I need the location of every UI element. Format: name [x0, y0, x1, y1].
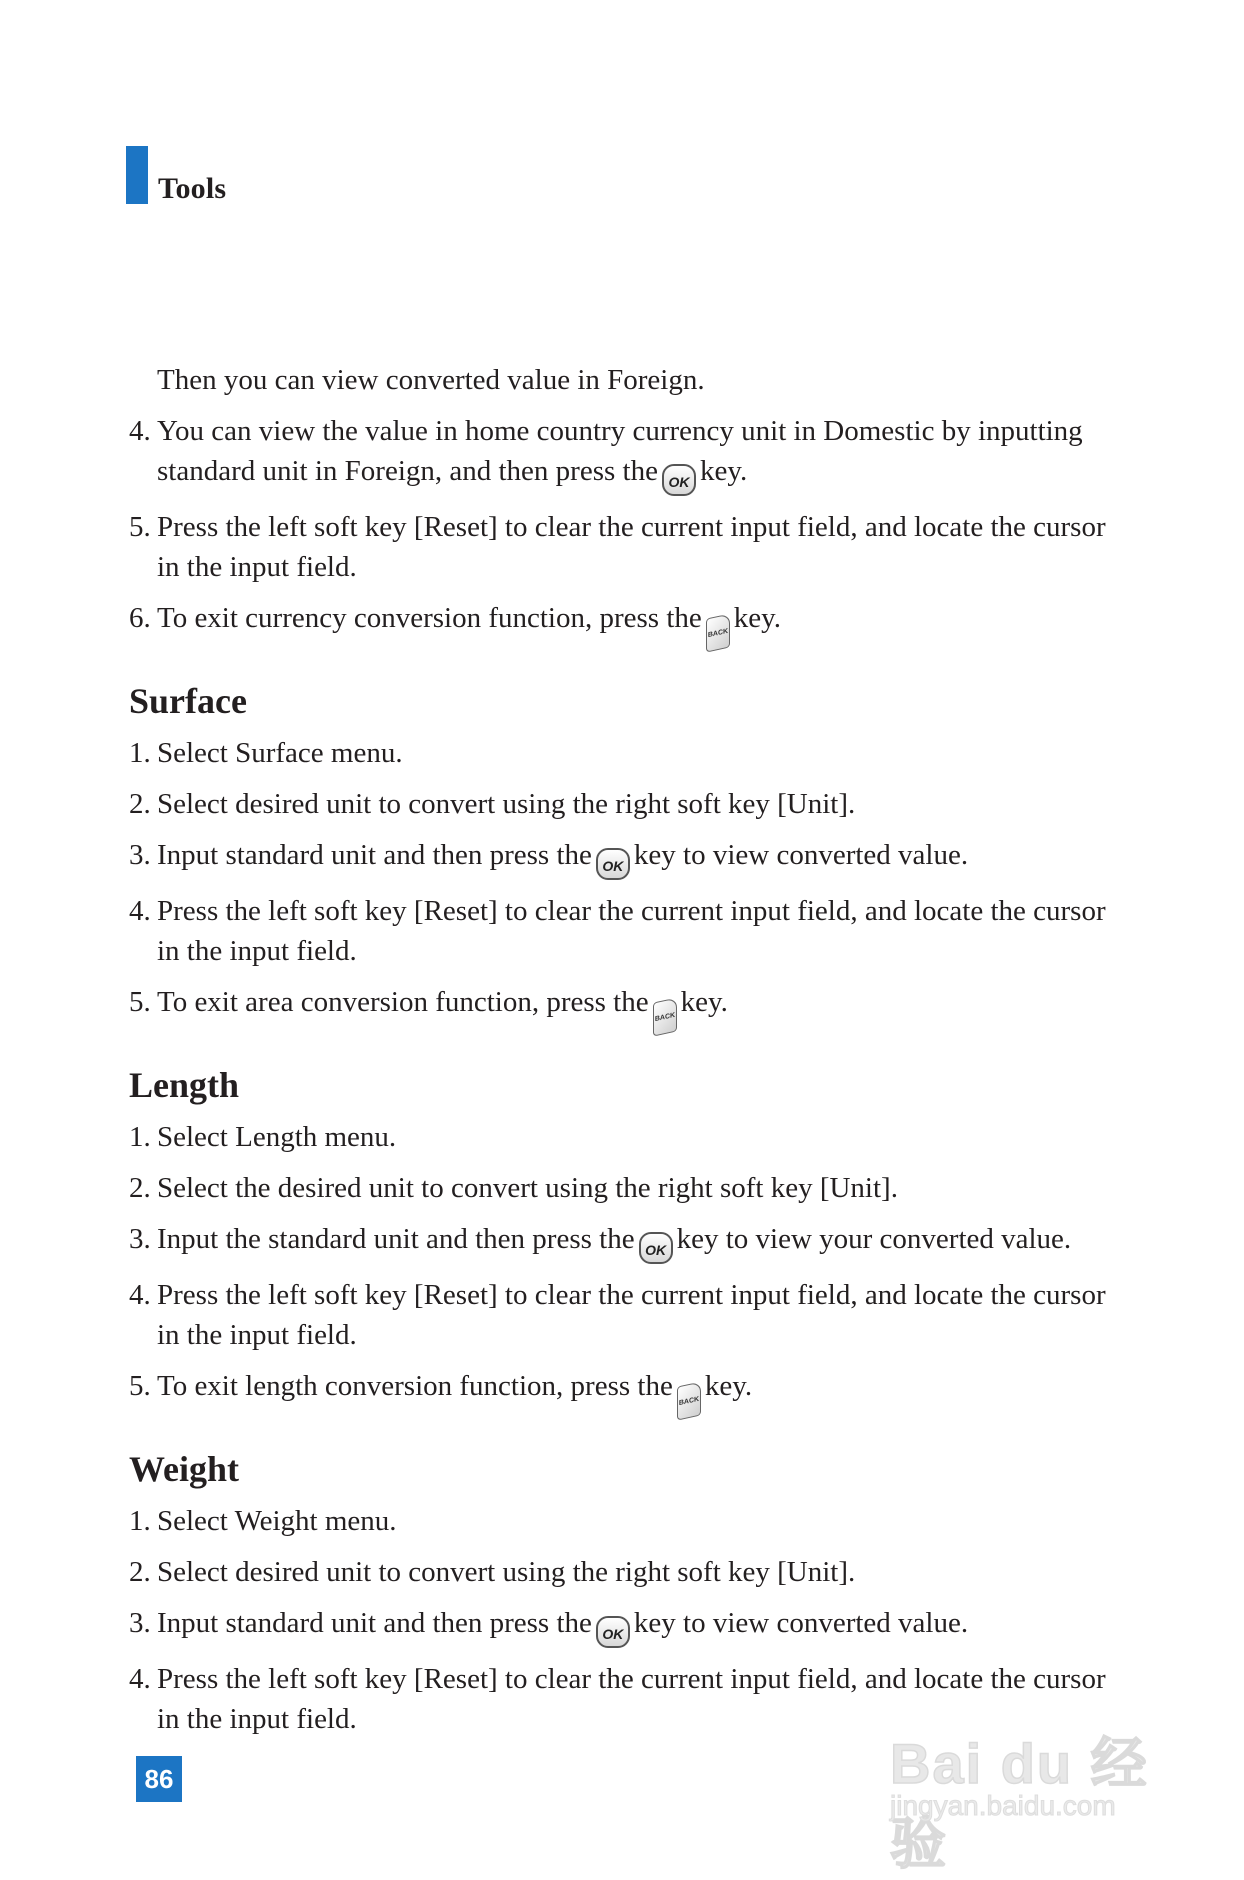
- item-number: 2.: [129, 788, 151, 820]
- item-text-after: key to view converted value.: [633, 1607, 969, 1639]
- item-number: 3.: [129, 839, 151, 871]
- ok-key-icon: OK: [639, 1232, 673, 1264]
- list-item: [129, 891, 1109, 971]
- item-text: [157, 411, 1109, 496]
- ok-key-icon: OK: [596, 1616, 630, 1648]
- item-number: 1.: [129, 737, 151, 769]
- item-number: 5.: [129, 986, 151, 1018]
- list-item: [129, 411, 1109, 496]
- list-item: [129, 1552, 1109, 1592]
- item-number: 2.: [129, 1556, 151, 1588]
- list-item: [129, 1366, 1109, 1418]
- intro-line: Then you can view converted value in Foreign.: [157, 364, 705, 396]
- list-item: [129, 982, 1109, 1034]
- list-item: [129, 1603, 1109, 1648]
- list-item: [129, 1501, 1109, 1541]
- watermark-url: jingyan.baidu.com: [890, 1790, 1116, 1821]
- item-text-before: To exit length conversion function, press the: [157, 1370, 673, 1402]
- item-text: Press the left soft key [Reset] to clear the current input field, and locate the cursor in the input field.: [157, 511, 1106, 583]
- item-text: Press the left soft key [Reset] to clear the current input field, and locate the cursor in the input field.: [157, 895, 1106, 967]
- item-number: 4.: [129, 1663, 151, 1695]
- section-title: Tools: [158, 172, 227, 205]
- back-key-icon: BACK: [706, 613, 730, 652]
- item-text: [157, 835, 1109, 880]
- item-text: Select Length menu.: [157, 1121, 397, 1153]
- item-text: Select Weight menu.: [157, 1505, 397, 1537]
- item-number: 4.: [129, 1279, 151, 1311]
- list-item: [129, 1168, 1109, 1208]
- item-text: Press the left soft key [Reset] to clear the current input field, and locate the cursor in the input field.: [157, 1279, 1106, 1351]
- item-text-before: To exit area conversion function, press the: [157, 986, 649, 1018]
- item-text: Select desired unit to convert using the right soft key [Unit].: [157, 1556, 856, 1588]
- item-number: 5.: [129, 1370, 151, 1402]
- item-number: 1.: [129, 1121, 151, 1153]
- item-text: [157, 598, 1109, 650]
- item-text-before: You can view the value in home country currency unit in Domestic by inputting standard unit in Foreign, and then press the: [157, 415, 1083, 487]
- heading-length: Length: [129, 1065, 240, 1105]
- list-item: [129, 835, 1109, 880]
- item-number: 4.: [129, 895, 151, 927]
- page-content: [129, 360, 1109, 1739]
- item-text: Select the desired unit to convert using the right soft key [Unit].: [157, 1172, 898, 1204]
- list-item: [129, 1117, 1109, 1157]
- item-text-before: To exit currency conversion function, press the: [157, 602, 702, 634]
- list-item: [129, 784, 1109, 824]
- item-text-before: Input standard unit and then press the: [157, 839, 592, 871]
- ok-key-icon: OK: [662, 464, 696, 496]
- item-text-after: key.: [680, 986, 728, 1018]
- back-key-icon: BACK: [653, 997, 677, 1036]
- item-number: 4.: [129, 415, 151, 447]
- header-accent-bar: [126, 146, 148, 204]
- item-number: 5.: [129, 511, 151, 543]
- item-text-after: key.: [704, 1370, 753, 1402]
- item-text: Select desired unit to convert using the right soft key [Unit].: [157, 788, 856, 820]
- watermark: [890, 1720, 1190, 1875]
- list-item: [129, 1275, 1109, 1355]
- page-number: 86: [136, 1756, 182, 1802]
- heading-surface: Surface: [129, 681, 247, 721]
- item-text: [157, 1219, 1109, 1264]
- list-item: [129, 598, 1109, 650]
- item-text-after: key to view your converted value.: [676, 1223, 1072, 1255]
- item-number: 3.: [129, 1223, 151, 1255]
- item-text: Press the left soft key [Reset] to clear the current input field, and locate the cursor in the input field.: [157, 1663, 1106, 1735]
- item-number: 1.: [129, 1505, 151, 1537]
- list-item: [129, 507, 1109, 587]
- heading-weight: Weight: [129, 1449, 240, 1489]
- item-number: 3.: [129, 1607, 151, 1639]
- list-item: [129, 733, 1109, 773]
- item-text-after: key to view converted value.: [633, 839, 969, 871]
- item-text: [157, 982, 1109, 1034]
- item-text: [157, 1366, 1109, 1418]
- list-item: [129, 1219, 1109, 1264]
- watermark-brand: Bai du 经验: [890, 1732, 1149, 1875]
- back-key-icon: BACK: [677, 1381, 701, 1420]
- item-text-before: Input the standard unit and then press the: [157, 1223, 635, 1255]
- item-text-after: key.: [699, 455, 748, 487]
- item-number: 6.: [129, 602, 151, 634]
- item-text-before: Input standard unit and then press the: [157, 1607, 592, 1639]
- item-text: [157, 1603, 1109, 1648]
- ok-key-icon: OK: [596, 848, 630, 880]
- item-number: 2.: [129, 1172, 151, 1204]
- item-text-after: key.: [733, 602, 782, 634]
- item-text: Select Surface menu.: [157, 737, 403, 769]
